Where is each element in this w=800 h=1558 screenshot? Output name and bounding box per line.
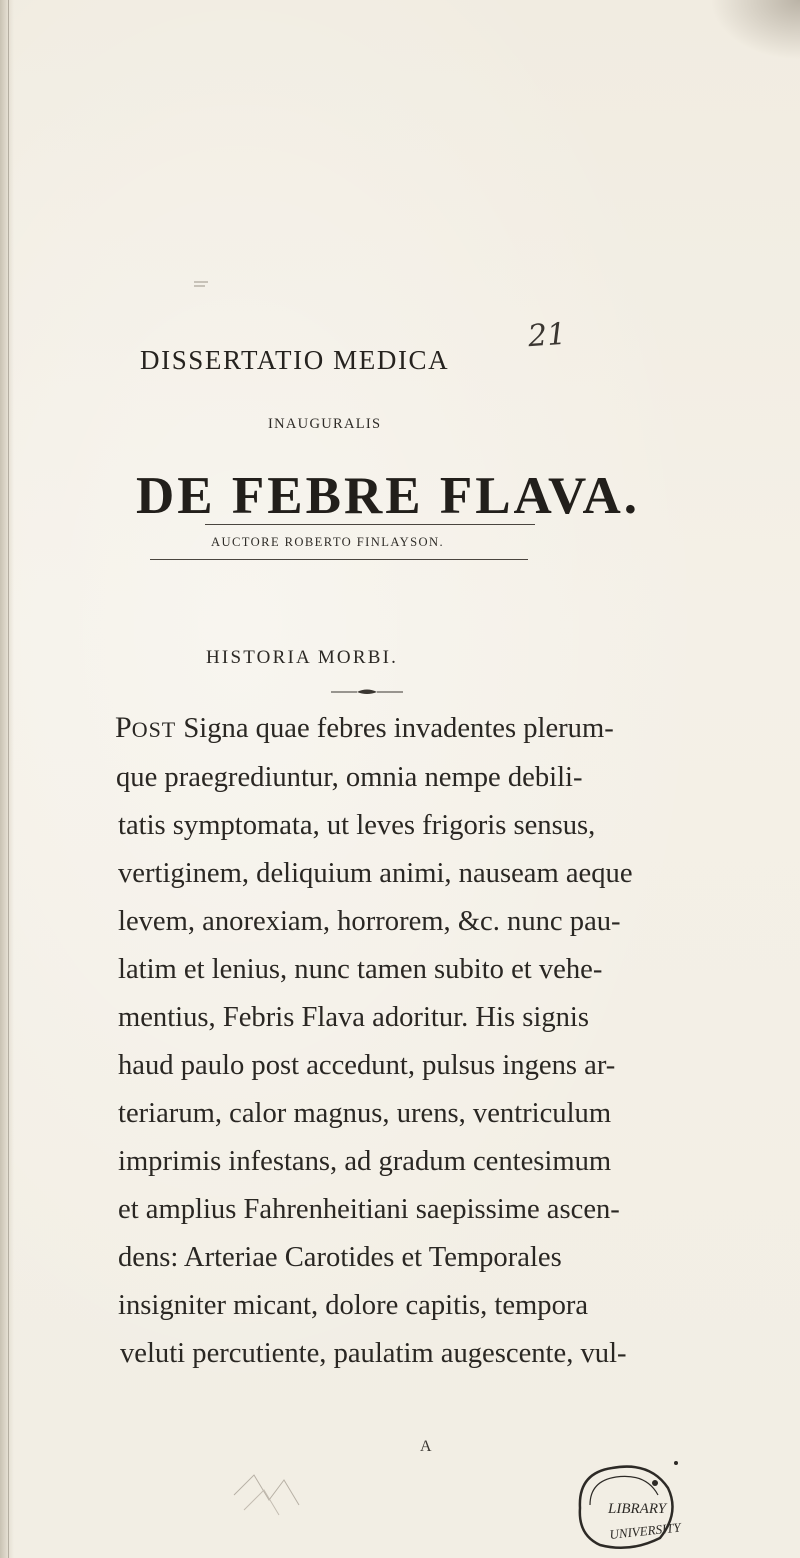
handwritten-number: 21	[526, 316, 568, 355]
author-line: AUCTORE ROBERTO FINLAYSON.	[211, 535, 445, 549]
body-line-10: imprimis infestans, ad gradum centesimum	[118, 1146, 612, 1177]
corner-smudge	[710, 0, 800, 60]
body-line-3: tatis symptomata, ut leves frigoris sensus,	[118, 810, 596, 841]
main-title: DE FEBRE FLAVA.	[136, 467, 640, 525]
section-heading: HISTORIA MORBI.	[206, 647, 399, 668]
body-line-8: haud paulo post accedunt, pulsus ingens ar-	[118, 1050, 616, 1081]
title-rule-bottom	[150, 559, 528, 560]
body-line-4: vertiginem, deliquium animi, nauseam aeque	[118, 858, 633, 889]
body-line-6: latim et lenius, nunc tamen subito et vehe-	[118, 954, 603, 985]
body-line-11: et amplius Fahrenheitiani saepissime ascen-	[118, 1194, 620, 1225]
library-stamp	[550, 1453, 700, 1553]
body-line-12: dens: Arteriae Carotides et Temporales	[118, 1242, 562, 1273]
body-line-14: veluti percutiente, paulatim augescente, vul-	[120, 1338, 627, 1369]
body-line-1: POST Signa quae febres invadentes plerum-	[115, 711, 614, 744]
body-line-5: levem, anorexiam, horrorem, &c. nunc pau-	[118, 906, 621, 937]
body-line-9: teriarum, calor magnus, urens, ventriculum	[118, 1098, 612, 1129]
faint-bleedthrough-mark	[224, 1455, 324, 1525]
dissertation-subtitle: INAUGURALIS	[268, 416, 382, 432]
signature-mark: A	[420, 1438, 432, 1455]
body-line-7: mentius, Febris Flava adoritur. His signis	[118, 1002, 589, 1033]
ornament-dash	[327, 685, 407, 699]
faint-marks	[191, 278, 211, 299]
svg-text:LIBRARY: LIBRARY	[608, 1501, 667, 1517]
body-line-2: que praegrediuntur, omnia nempe debili-	[116, 762, 583, 793]
title-rule-top	[205, 524, 535, 525]
body-text	[2, 704, 788, 1378]
dissertation-title: DISSERTATIO MEDICA	[140, 345, 450, 375]
body-line-13: insigniter micant, dolore capitis, tempora	[118, 1290, 589, 1321]
svg-text:UNIVERSITY: UNIVERSITY	[608, 1519, 682, 1542]
